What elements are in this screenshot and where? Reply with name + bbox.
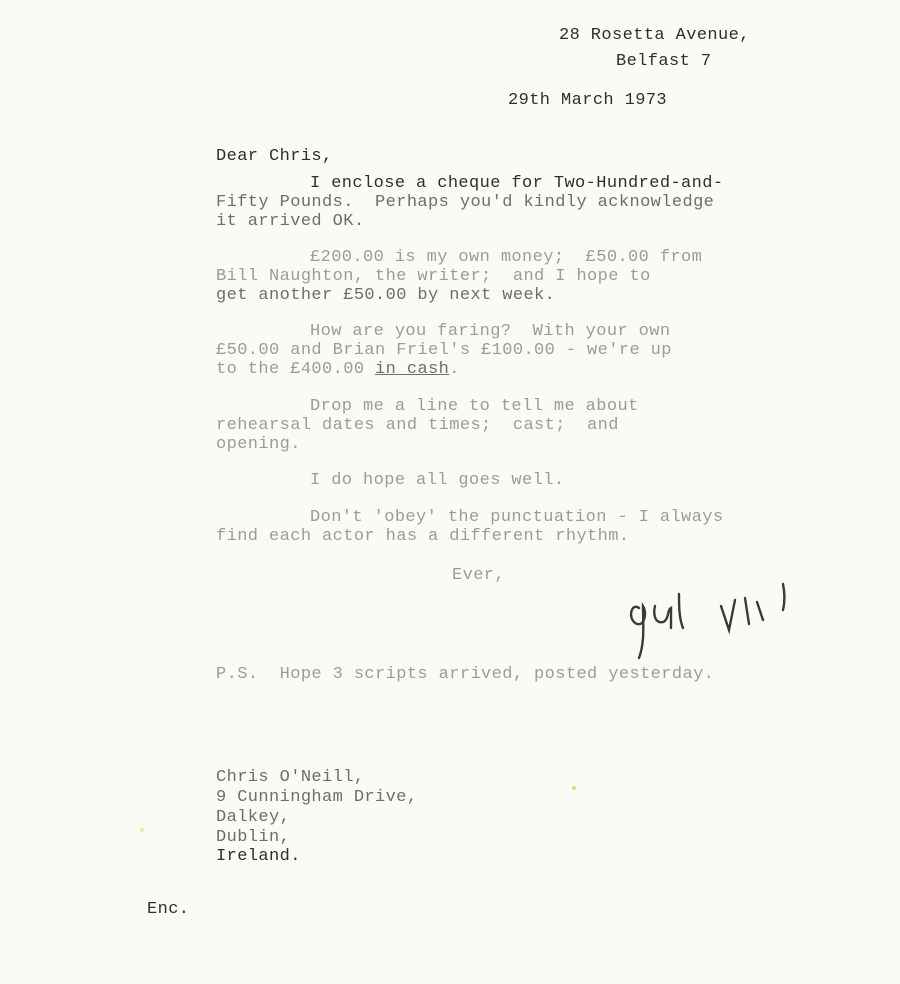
paragraph-2-line-2: Bill Naughton, the writer; and I hope to [216, 267, 651, 286]
paragraph-3-line-3-text: to the £400.00 [216, 360, 376, 379]
paragraph-4-line-2: rehearsal dates and times; cast; and [216, 416, 619, 435]
salutation: Dear Chris, [216, 147, 333, 166]
paragraph-3-line-2: £50.00 and Brian Friel's £100.00 - we're up [216, 341, 672, 360]
handwritten-signature [625, 580, 815, 660]
paragraph-1-line-1: I enclose a cheque for Two-Hundred-and- [310, 174, 724, 193]
sender-address-line-2: Belfast 7 [616, 52, 712, 71]
paragraph-6-line-1: Don't 'obey' the punctuation - I always [310, 508, 724, 527]
paragraph-5: I do hope all goes well. [310, 471, 565, 490]
paragraph-2-line-3: get another £50.00 by next week. [216, 286, 556, 305]
recipient-line-5: Ireland. [216, 847, 301, 866]
paragraph-6-line-2: find each actor has a different rhythm. [216, 527, 630, 546]
paragraph-3-line-1: How are you faring? With your own [310, 322, 671, 341]
paragraph-2-line-1: £200.00 is my own money; £50.00 from [310, 248, 703, 267]
enclosure-note: Enc. [147, 900, 190, 919]
recipient-line-4: Dublin, [216, 828, 291, 847]
postscript: P.S. Hope 3 scripts arrived, posted yesterday. [216, 665, 715, 684]
paragraph-4-line-1: Drop me a line to tell me about [310, 397, 639, 416]
recipient-line-1: Chris O'Neill, [216, 768, 365, 787]
letter-date: 29th March 1973 [508, 91, 668, 110]
paper-speck [572, 786, 576, 790]
recipient-line-3: Dalkey, [216, 808, 291, 827]
sender-address-line-1: 28 Rosetta Avenue, [559, 26, 750, 45]
paragraph-4-line-3: opening. [216, 435, 301, 454]
in-cash-underlined: in cash [375, 360, 450, 379]
recipient-line-2: 9 Cunningham Drive, [216, 788, 418, 807]
paragraph-3-end: . [449, 360, 460, 379]
paragraph-3-line-3 [216, 360, 460, 380]
paragraph-1-line-2: Fifty Pounds. Perhaps you'd kindly acknowledge [216, 193, 715, 212]
paper-speck [140, 828, 144, 832]
paragraph-1-line-3: it arrived OK. [216, 212, 365, 231]
closing: Ever, [452, 566, 506, 585]
